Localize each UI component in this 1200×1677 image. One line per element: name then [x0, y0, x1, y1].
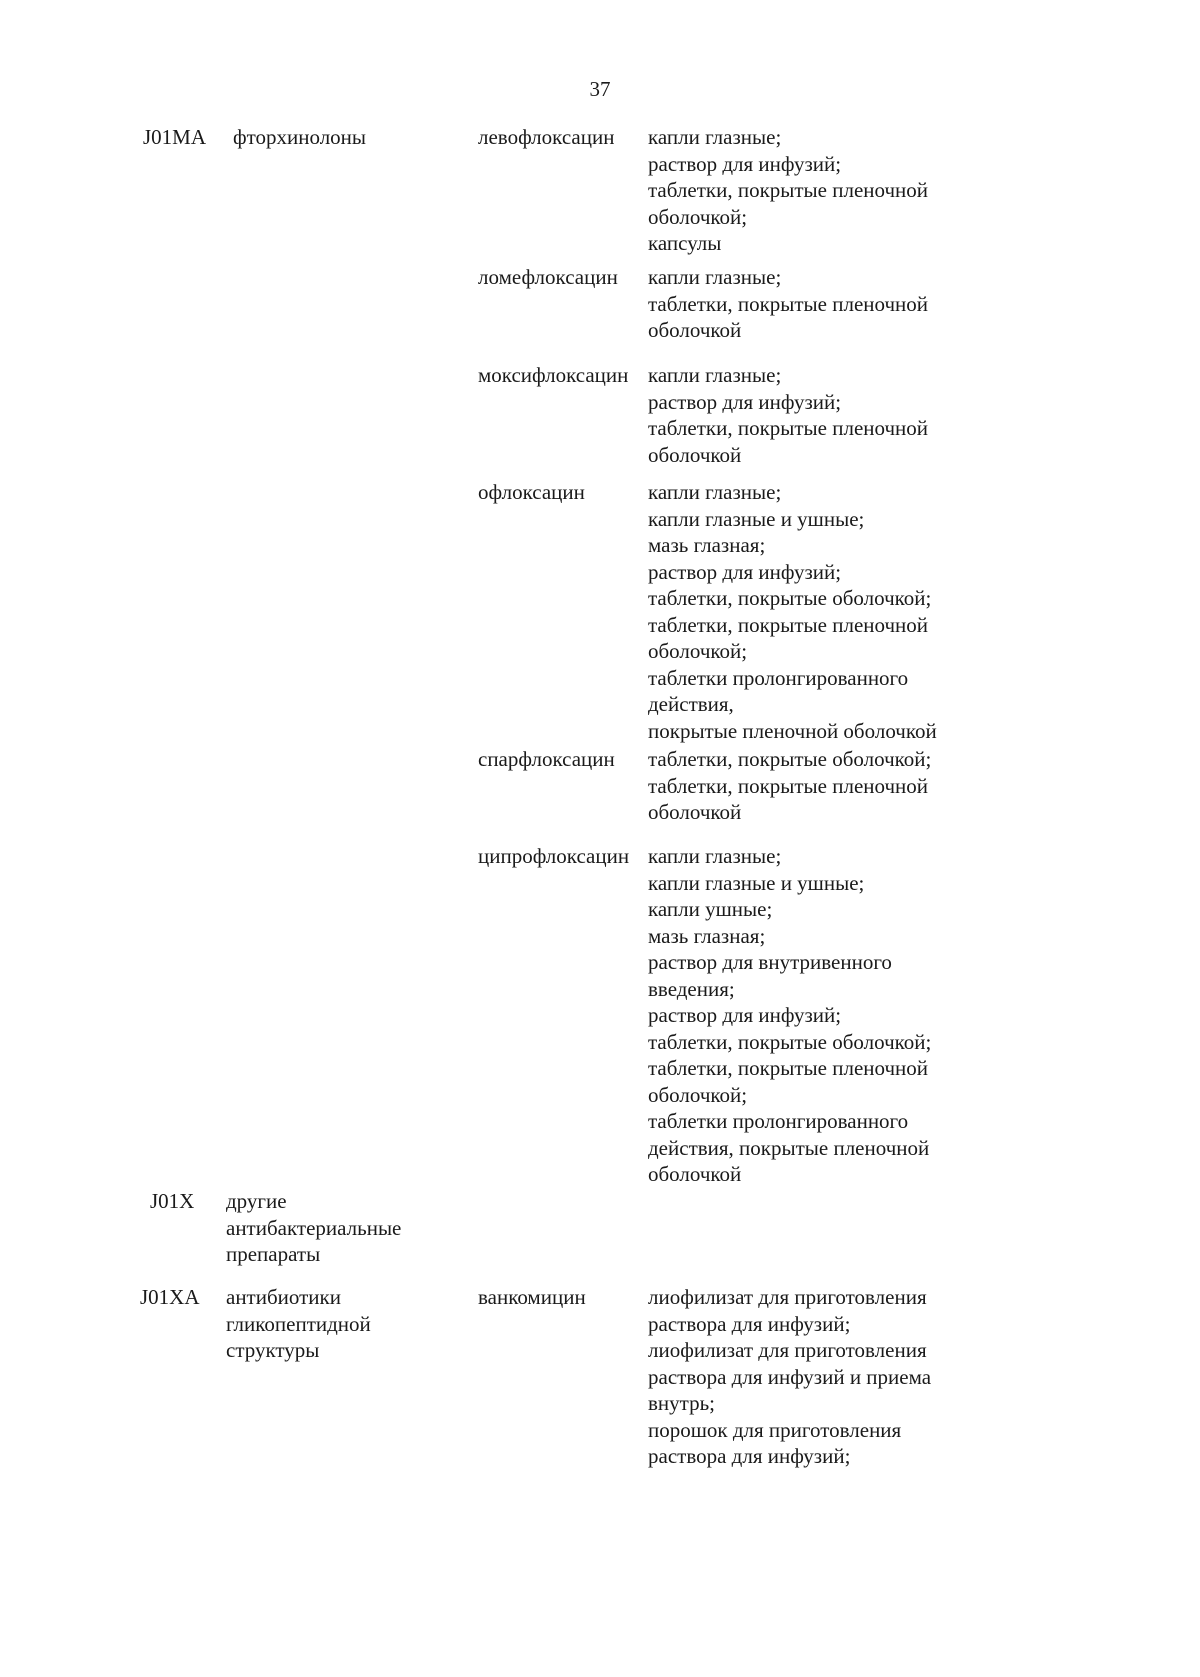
dosage-form-line: таблетки, покрытые пленочной	[648, 416, 929, 440]
drug-name: офлоксацин	[478, 480, 585, 504]
dosage-form-line: раствора для инфузий;	[648, 1444, 851, 1468]
dosage-form-line: таблетки, покрытые пленочной	[648, 773, 929, 798]
dosage-form-line: внутрь;	[648, 1391, 715, 1415]
dosage-form-line: раствора для инфузий;	[648, 1311, 851, 1336]
dosage-form-line: оболочкой;	[648, 639, 748, 663]
dosage-form-line: лиофилизат для приготовления	[648, 1338, 927, 1362]
drug-name: ломефлоксацин	[478, 265, 618, 289]
dosage-form-line: раствор для инфузий;	[648, 151, 842, 176]
dosage-form-line: таблетки, покрытые оболочкой;	[648, 586, 932, 610]
dosage-form-line: таблетки, покрытые пленочной	[648, 612, 929, 637]
dosage-form-line: капли глазные и ушные;	[648, 870, 865, 895]
dosage-form-line: введения;	[648, 976, 735, 1001]
dosage-forms	[648, 1284, 1008, 1470]
dosage-form-line: действия,	[648, 692, 734, 716]
dosage-form-line: покрытые пленочной оболочкой	[648, 718, 937, 743]
pharmacological-group: антибиотики гликопептидной структуры	[226, 1285, 371, 1362]
dosage-forms	[648, 746, 1008, 826]
dosage-forms	[648, 124, 1008, 257]
atc-code: J01MA	[143, 125, 207, 149]
dosage-form-line: таблетки, покрытые оболочкой;	[648, 747, 932, 771]
dosage-form-line: раствор для внутривенного	[648, 950, 892, 974]
dosage-form-line: оболочкой	[648, 442, 742, 467]
dosage-form-line: оболочкой;	[648, 204, 748, 229]
drug-name: левофлоксацин	[478, 125, 615, 149]
dosage-form-line: раствор для инфузий;	[648, 1003, 842, 1027]
dosage-form-line: таблетки, покрытые пленочной	[648, 178, 929, 202]
drug-name: ципрофлоксацин	[478, 844, 630, 868]
dosage-form-line: капли глазные;	[648, 480, 782, 504]
dosage-form-line: таблетки пролонгированного	[648, 665, 909, 690]
dosage-form-line: раствор для инфузий;	[648, 389, 842, 414]
dosage-form-line: капли глазные;	[648, 844, 782, 868]
pharmacological-group: фторхинолоны	[233, 125, 367, 149]
dosage-form-line: оболочкой	[648, 318, 742, 342]
dosage-forms	[648, 479, 1008, 744]
dosage-form-line: мазь глазная;	[648, 923, 766, 948]
drug-name: ванкомицин	[478, 1285, 586, 1309]
dosage-form-line: капли ушные;	[648, 897, 773, 921]
dosage-form-line: таблетки, покрытые пленочной	[648, 291, 929, 316]
dosage-form-line: таблетки, покрытые пленочной	[648, 1056, 929, 1080]
dosage-form-line: оболочкой;	[648, 1082, 748, 1107]
dosage-form-line: капли глазные;	[648, 363, 782, 387]
dosage-form-line: таблетки, покрытые оболочкой;	[648, 1029, 932, 1054]
dosage-form-line: оболочкой	[648, 800, 742, 824]
drug-name: спарфлоксацин	[478, 747, 615, 771]
dosage-form-line: порошок для приготовления	[648, 1417, 902, 1442]
dosage-form-line: мазь глазная;	[648, 533, 766, 557]
dosage-form-line: капли глазные;	[648, 125, 782, 149]
dosage-form-line: капсулы	[648, 231, 722, 255]
dosage-form-line: оболочкой	[648, 1162, 742, 1186]
atc-code: J01X	[150, 1189, 195, 1213]
dosage-form-line: таблетки пролонгированного	[648, 1109, 909, 1133]
dosage-form-line: раствор для инфузий;	[648, 559, 842, 584]
dosage-form-line: капли глазные;	[648, 265, 782, 289]
dosage-form-line: раствора для инфузий и приема	[648, 1364, 932, 1389]
dosage-form-line: лиофилизат для приготовления	[648, 1285, 927, 1309]
pharmacological-group: другие антибактериальные препараты	[226, 1189, 402, 1266]
dosage-forms	[648, 843, 1008, 1188]
dosage-form-line: капли глазные и ушные;	[648, 506, 865, 531]
atc-code: J01XA	[140, 1285, 200, 1309]
dosage-forms	[648, 264, 1008, 344]
page-number: 37	[589, 77, 611, 101]
dosage-form-line: действия, покрытые пленочной	[648, 1135, 930, 1160]
dosage-forms	[648, 362, 1008, 468]
drug-name: моксифлоксацин	[478, 363, 629, 387]
